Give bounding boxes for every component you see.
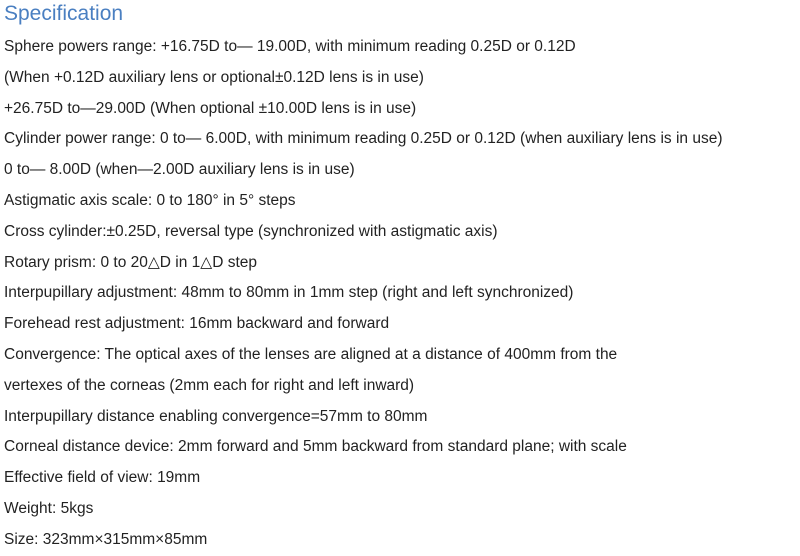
spec-line-size: Size: 323mm×315mm×85mm (4, 530, 208, 548)
spec-line-convergence-continued: vertexes of the corneas (2mm each for right and left inward) (4, 376, 415, 394)
spec-line-rotary-prism: Rotary prism: 0 to 20△D in 1△D step (4, 253, 257, 271)
spec-line-forehead-rest: Forehead rest adjustment: 16mm backward and forward (4, 315, 390, 333)
spec-line-weight: Weight: 5kgs (4, 499, 94, 517)
spec-line-convergence-distance: Interpupillary distance enabling convergence=57mm to 80mm (4, 407, 428, 425)
spec-line-sphere-aux-lens: (When +0.12D auxiliary lens or optional±0.12D lens is in use) (4, 68, 424, 86)
spec-list (4, 32, 800, 556)
spec-line-cylinder-aux-lens: 0 to— 8.00D (when—2.00D auxiliary lens is in use) (4, 161, 355, 179)
spec-line-convergence: Convergence: The optical axes of the lenses are aligned at a distance of 400mm from the (4, 345, 618, 363)
spec-line-axis-scale: Astigmatic axis scale: 0 to 180° in 5° steps (4, 191, 296, 209)
spec-line-field-of-view: Effective field of view: 19mm (4, 469, 201, 487)
spec-line-sphere-optional-lens: +26.75D to—29.00D (When optional ±10.00D lens is in use) (4, 99, 417, 117)
section-heading: Specification (4, 2, 124, 25)
spec-line-corneal-distance: Corneal distance device: 2mm forward and 5mm backward from standard plane; with scale (4, 438, 627, 456)
spec-line-interpupillary-adjustment: Interpupillary adjustment: 48mm to 80mm in 1mm step (right and left synchronized) (4, 284, 574, 302)
spec-line-cylinder-range: Cylinder power range: 0 to— 6.00D, with minimum reading 0.25D or 0.12D (when auxiliary lens is in use) (4, 130, 723, 148)
spec-line-sphere-range: Sphere powers range: +16.75D to— 19.00D, with minimum reading 0.25D or 0.12D (4, 38, 576, 55)
spec-line-cross-cylinder: Cross cylinder:±0.25D, reversal type (synchronized with astigmatic axis) (4, 222, 498, 240)
